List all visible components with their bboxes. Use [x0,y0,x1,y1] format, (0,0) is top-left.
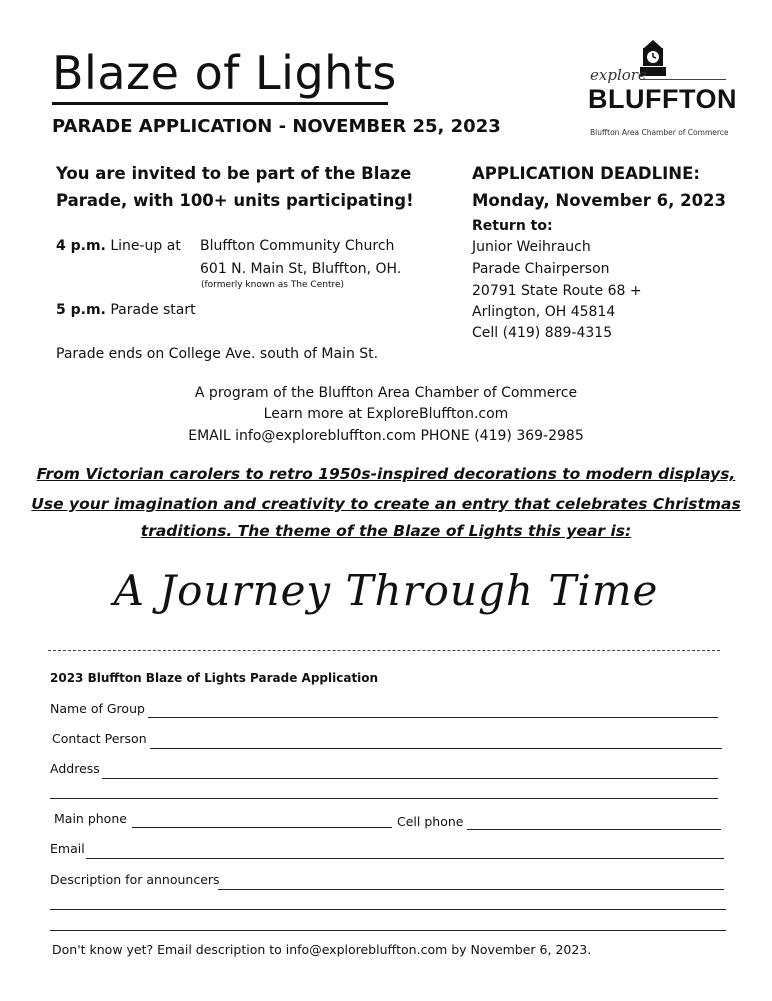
program-line: A program of the Bluffton Area Chamber of Commerce [194,385,578,401]
description-field[interactable] [218,889,724,890]
name-of-group-field[interactable] [148,717,718,718]
theme-intro-line-2: Use your imagination and creativity to create an entry that celebrates Christmas [31,495,741,513]
main-phone-field[interactable] [132,827,392,828]
location-address: 601 N. Main St, Bluffton, OH. [200,261,402,277]
footer-note: Don't know yet? Email description to info@explorebluffton.com by November 6, 2023. [52,942,592,957]
contact-person-label: Contact Person [52,731,147,746]
location-note: (formerly known as The Centre) [201,280,345,290]
learn-more-line: Learn more at ExploreBluffton.com [263,406,509,422]
logo-divider [640,79,726,80]
deadline-label: APPLICATION DEADLINE: [472,164,700,183]
email-label: Email [50,841,85,856]
cut-line [48,650,720,651]
invitation-text: You are invited to be part of the Blaze Parade, with 100+ units participating! [56,164,414,210]
start-time: 5 p.m. [56,302,106,318]
return-line-street: 20791 State Route 68 + [472,283,642,299]
theme-intro-line-1: From Victorian carolers to retro 1950s-inspired decorations to modern displays, [36,465,736,483]
location-name: Bluffton Community Church [200,238,395,254]
cell-phone-field[interactable] [467,829,721,830]
deadline-block [472,160,726,214]
name-of-group-label: Name of Group [50,701,145,716]
logo-name: BLUFFTON [588,84,737,114]
title-underline [52,102,388,105]
return-line-cell: Cell (419) 889-4315 [472,325,613,341]
logo-tagline: Bluffton Area Chamber of Commerce [590,128,729,137]
page-title: Blaze of Lights [52,46,397,100]
return-line-name: Junior Weihrauch [472,239,591,255]
return-line-city: Arlington, OH 45814 [472,304,616,320]
address-label: Address [50,761,100,776]
page-subtitle: PARADE APPLICATION - NOVEMBER 25, 2023 [52,116,501,137]
start-time-row [56,300,196,321]
deadline-date: Monday, November 6, 2023 [472,191,727,210]
email-field[interactable] [86,858,724,859]
form-title: 2023 Bluffton Blaze of Lights Parade Application [50,671,379,685]
description-field-line-2[interactable] [50,909,726,910]
start-text: Parade start [110,302,196,318]
lineup-text: Line-up at [110,238,181,254]
theme-intro-line-3: traditions. The theme of the Blaze of Lights this year is: [140,522,632,540]
theme-title: A Journey Through Time [113,566,659,615]
main-phone-label: Main phone [54,811,127,826]
lineup-time: 4 p.m. [56,238,106,254]
lineup-time-row [56,236,181,257]
description-label: Description for announcers [50,872,220,887]
return-to-label: Return to: [472,218,553,234]
logo-explore-text: explore [590,66,647,84]
parade-end-text: Parade ends on College Ave. south of Main St. [56,346,379,362]
description-field-line-3[interactable] [50,930,726,931]
address-field[interactable] [102,778,718,779]
contact-line: EMAIL info@explorebluffton.com PHONE (419) 369-2985 [188,428,584,444]
return-line-title: Parade Chairperson [472,261,610,277]
contact-person-field[interactable] [150,748,722,749]
cell-phone-label: Cell phone [397,814,464,829]
address-field-line-2[interactable] [50,798,718,799]
